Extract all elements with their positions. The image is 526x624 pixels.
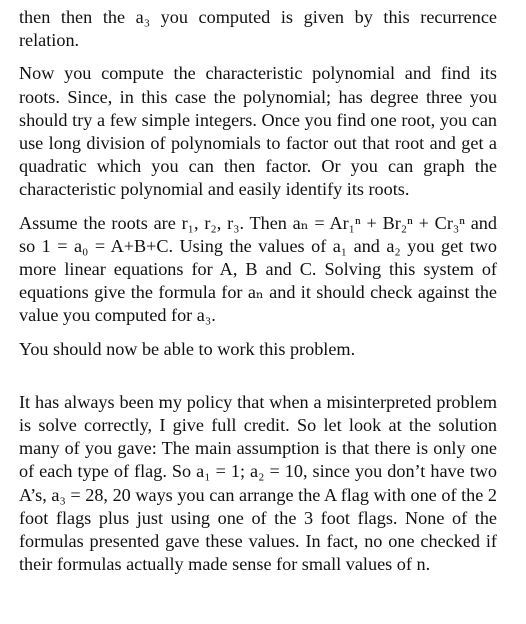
paragraph-grading-policy: It has always been my policy that when a misinterpreted problem is solve correctly, I give full credit. So let look at the solution many of you gave: The main assumption is that there is only one of each type of flag. So a₁ = 1; a₂ = 10, since you don’t have two A’s, a₃ = 28, 20 ways you can arrange the A flag with one of the 2 foot flags plus just using one of the 3 foot flags. None of the formulas presented gave these values. In fact, no one checked if their formulas actually made sense for small values of n. bbox=[19, 391, 497, 575]
paragraph-characteristic-polynomial: Now you compute the characteristic polynomial and find its roots. Since, in this case the polynomial; has degree three you should try a few simple integers. Once you find one root, you can use long division of polynomials to factor out that root and get a quadratic which you can then factor. Or you can graph the characteristic polynomial and easily identify its roots. bbox=[19, 63, 497, 200]
paragraph-recurrence: then then the a₃ you computed is given by this recurrence relation. bbox=[19, 7, 497, 51]
document-page bbox=[19, 6, 497, 576]
paragraph-roots-formula: Assume the roots are r₁, r₂, r₃. Then aₙ = Ar₁ⁿ + Br₂ⁿ + Cr₃ⁿ and so 1 = a₀ = A+B+C. Using the values of a₁ and a₂ you get two more linear equations for A, B and C. Solving this system of equations give the formula for aₙ and it should check against the value you computed for a₃. bbox=[19, 212, 497, 326]
paragraph-work-problem: You should now be able to work this problem. bbox=[19, 338, 356, 359]
